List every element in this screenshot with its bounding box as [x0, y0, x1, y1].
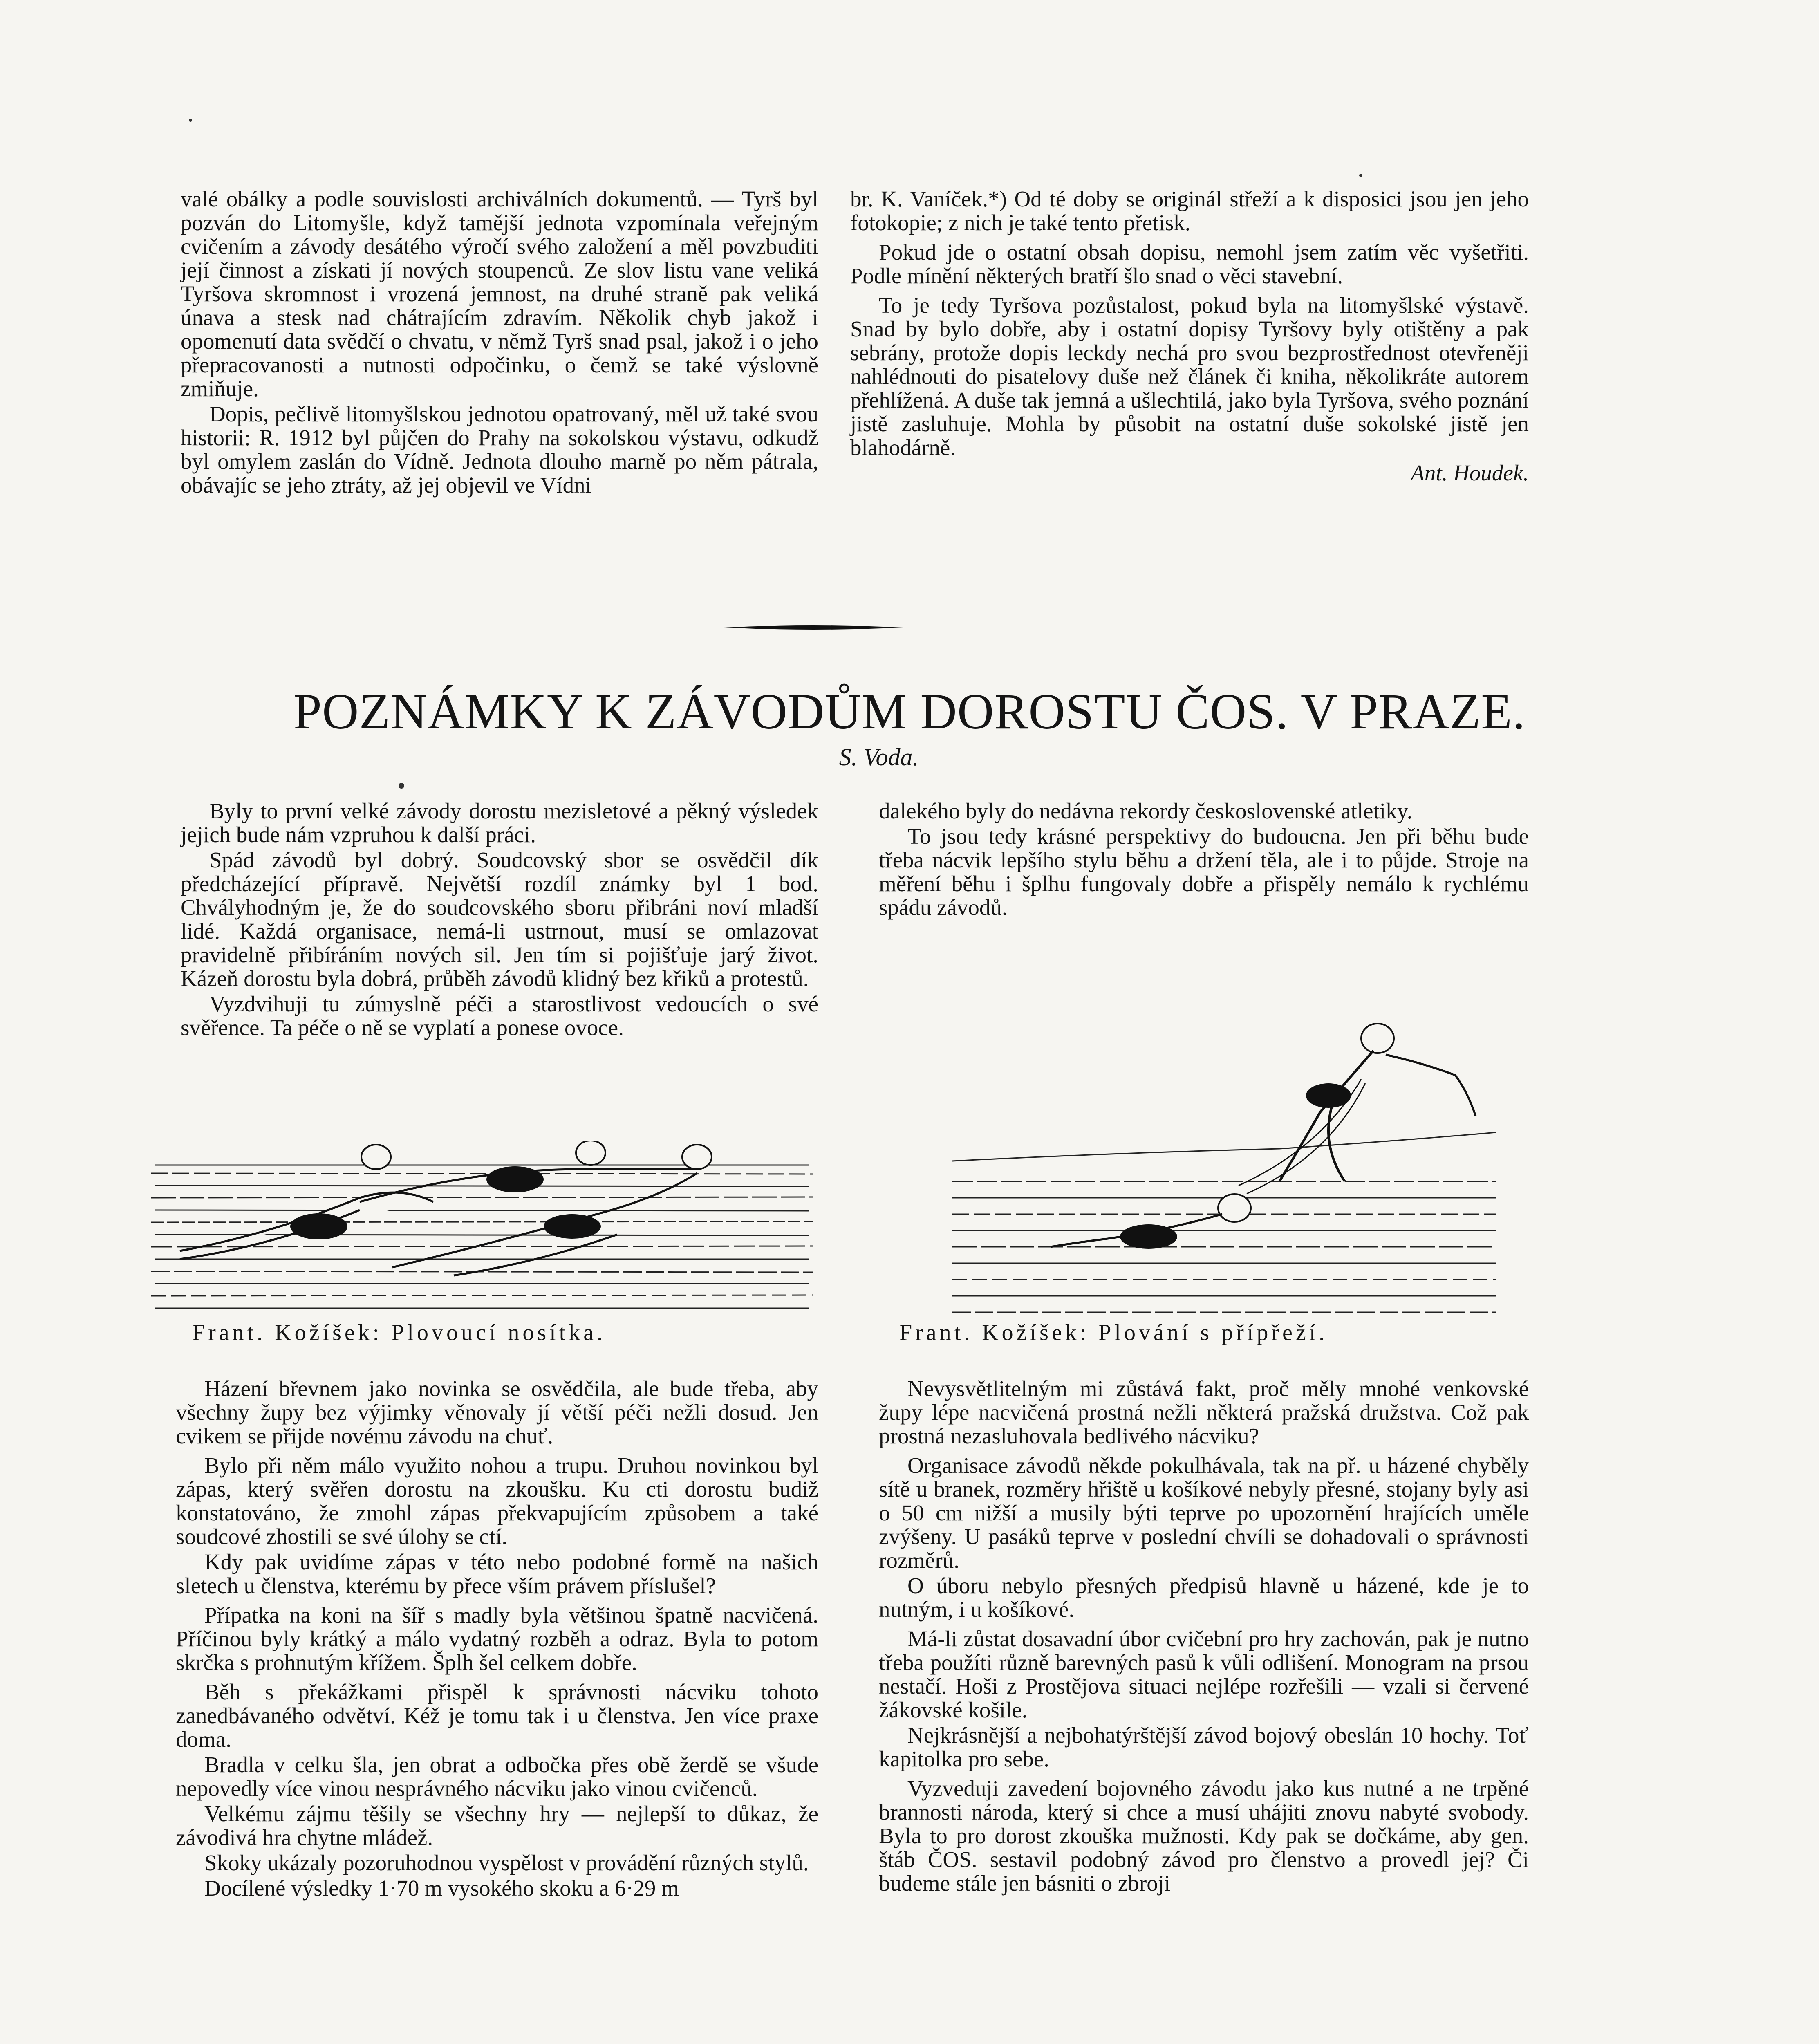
body-right-column: [879, 1377, 1529, 1897]
paragraph: Vyzdvihuji tu zúmyslně péči a starostlivost vedoucích o své svěřence. Ta péče o ně se vyplatí a ponese ovoce.: [181, 991, 818, 1040]
paragraph: Skoky ukázaly pozoruhodnou vyspělost v provádění různých stylů.: [204, 1850, 809, 1875]
paragraph: Pokud jde o ostatní obsah dopisu, nemohl jsem zatím věc vyšetřiti. Podle mínění některých bratří šlo snad o věci stavební.: [850, 240, 1529, 288]
paragraph: Kdy pak uvidíme zápas v této nebo podobné formě na našich sletech u členstva, kterému by přece vším právem příslušel?: [176, 1549, 818, 1598]
paragraph: Docílené výsledky 1·70 m vysokého skoku a 6·29 m: [204, 1876, 679, 1901]
paragraph: dalekého byly do nedávna rekordy československé atletiky.: [879, 798, 1413, 823]
print-speck: [399, 783, 404, 789]
paragraph: Nevysvětlitelným mi zůstává fakt, proč měly mnohé venkovské župy lépe nacvičená prostná nežli některá pražská družstva. Což pak prostná nezasluhovala bedlivého nácviku?: [879, 1376, 1529, 1448]
paragraph: Bradla v celku šla, jen obrat a odbočka přes obě žerdě se všude nepovedly více vinou nesprávného nácviku jako vinou cvičenců.: [176, 1752, 818, 1801]
paragraph: br. K. Vaníček.*) Od té doby se originál střeží a k disposici jsou jen jeho fotokopie; z nich je také tento přetisk.: [850, 186, 1529, 235]
section-divider: [724, 625, 903, 630]
print-speck: [189, 119, 192, 122]
paragraph: To je tedy Tyršova pozůstalost, pokud byla na litomyšlské výstavě. Snad by bylo dobře, aby i ostatní dopisy Tyršovy byly otištěny a pak sebrány, protože dopis leckdy nechá pro svou bezprostřednost otevřeněji nahlédnouti do pisatelovy duše než článek či kniha, několikráte autorem přehlížená. A duše tak jemná a ušlechtilá, jako byla Tyršova, svého poznání jistě zasluhuje. Mohla by působit na ostatní duše sokolské jistě jen blahodárně.: [850, 293, 1529, 460]
figures: [1051, 1024, 1476, 1249]
article-title: POZNÁMKY K ZÁVODŮM DOROSTU ČOS. V PRAZE.: [293, 684, 1526, 740]
paragraph: Dopis, pečlivě litomyšlskou jednotou opatrovaný, měl už také svou historii: R. 1912 byl půjčen do Prahy na sokolskou výstavu, odkudž byl omylem zaslán do Vídně. Jednota dlouho marně po něm pátrala, obávajíc se jeho ztráty, až jej objevil ve Vídni: [181, 401, 818, 498]
paragraph: Vyzveduji zavedení bojovného závodu jako kus nutné a ne trpěné brannosti národa, který si chce a musí uhájiti znovu nabyté svobody. Byla to pro dorost zkouška mužnosti. Kdy pak se dočkáme, aby gen. štáb ČOS. sestavil podobný závod pro členstvo a provedl jej? Či budeme stále jen básniti o zbroji: [879, 1776, 1529, 1896]
print-speck: [1359, 174, 1362, 177]
paragraph: Velkému zájmu těšily se všechny hry — nejlepší to důkaz, že závodivá hra chytne mládež.: [176, 1801, 818, 1850]
article-author: S. Voda.: [839, 744, 919, 771]
intro-right-column: [879, 799, 1529, 921]
paragraph: Házení břevnem jako novinka se osvědčila, ale bude třeba, aby všechny župy bez výjimky věnovaly jí větší péči nežli dosud. Jen cvikem se přijde novému závodu na chuť.: [176, 1376, 818, 1448]
swimmer-figures: [180, 1141, 712, 1275]
paragraph: Má-li zůstat dosavadní úbor cvičební pro hry zachován, pak je nutno třeba použíti různě barevných pasů k vůli odlišení. Monogram na prsou nestačí. Hoši z Prostějova situaci nejlépe rozřešili — vzali si červené žákovské košile.: [879, 1626, 1529, 1722]
top-left-column: [181, 187, 818, 499]
illustration-floating-stretcher: [147, 1141, 818, 1316]
intro-left-column: [181, 799, 818, 1041]
paragraph: Nejkrásnější a nejbohatýrštější závod bojový obeslán 10 hochy. Toť kapitolka pro sebe.: [879, 1723, 1529, 1771]
figure-caption-right: Frant. Kožíšek: Plování s přípřeží.: [899, 1320, 1328, 1345]
paragraph: Spád závodů byl dobrý. Soudcovský sbor se osvědčil dík předcházející přípravě. Největší rozdíl známky byl 1 bod. Chvályhodným je, že do soudcovského sboru přibráni noví mladší lidé. Každá organisace, nemá-li ustrnout, musí se omlazovat pravidelně přibíráním nových sil. Jen tím si pojišťuje jarý život. Kázeň dorostu byla dobrá, průběh závodů klidný bez křiků a protestů.: [181, 847, 818, 991]
paragraph: Přípatka na koni na šíř s madly byla většinou špatně nacvičená. Příčinou byly krátký a málo vydatný rozběh a odraz. Byla to potom skrčka s prohnutým křížem. Šplh šel celkem dobře.: [176, 1602, 818, 1675]
illustration-harness-swimming: [952, 1010, 1500, 1320]
water-lines: [952, 1132, 1496, 1312]
paragraph: valé obálky a podle souvislosti archiválních dokumentů. — Tyrš byl pozván do Litomyšle, když tamější jednota vzpomínala veřejným cvičením a závody desátého výročí svého založení a měl povzbuditi její činnost a získati jí nových stoupenců. Ze slov listu vane veliká Tyršova skromnost i vrozená jemnost, na druhé straně pak veliká únava a stesk nad chátrajícím zdravím. Několik chyb jakož i opomenutí data svědčí o chvatu, v němž Tyrš snad psal, jakož i o jeho přepracovanosti a nutnosti odpočinku, o čemž se také výslovně zmiňuje.: [181, 186, 818, 401]
body-left-column: [176, 1377, 818, 1902]
author-signature: Ant. Houdek.: [1411, 460, 1529, 485]
paragraph: Organisace závodů někde pokulhávala, tak na př. u házené chyběly sítě u branek, rozměry hřiště u košíkové nebyly přesné, stojany byly asi o 50 cm nižší a musily býti teprve po upozornění hrajících uměle zvýšeny. U pasáků teprve v poslední chvíli se dohadovali o správnosti rozměrů.: [879, 1453, 1529, 1573]
figure-caption-left: Frant. Kožíšek: Plovoucí nosítka.: [192, 1320, 606, 1345]
paragraph: To jsou tedy krásné perspektivy do budoucna. Jen při běhu bude třeba nácvik lepšího stylu běhu a držení těla, ale i to půjde. Stroje na měření běhu i šplhu fungovaly dobře a přispěly nemálo k rychlému spádu závodů.: [879, 824, 1529, 920]
paragraph: Běh s překážkami přispěl k správnosti nácviku tohoto zanedbávaného odvětví. Kéž je tomu tak i u členstva. Jen více praxe doma.: [176, 1679, 818, 1752]
top-right-column: [850, 187, 1529, 486]
paragraph: Byly to první velké závody dorostu mezisletové a pěkný výsledek jejich bude nám vzpruhou k další práci.: [181, 798, 818, 847]
paragraph: Bylo při něm málo využito nohou a trupu. Druhou novinkou byl zápas, který svěřen dorostu na zkoušku. Ku cti dorostu budiž konstatováno, že zmohl zápas překvapujícím způsobem a také soudcové zhostili se své úlohy se ctí.: [176, 1453, 818, 1549]
paragraph: O úboru nebylo přesných předpisů hlavně u házené, kde je to nutným, i u košíkové.: [879, 1573, 1529, 1622]
